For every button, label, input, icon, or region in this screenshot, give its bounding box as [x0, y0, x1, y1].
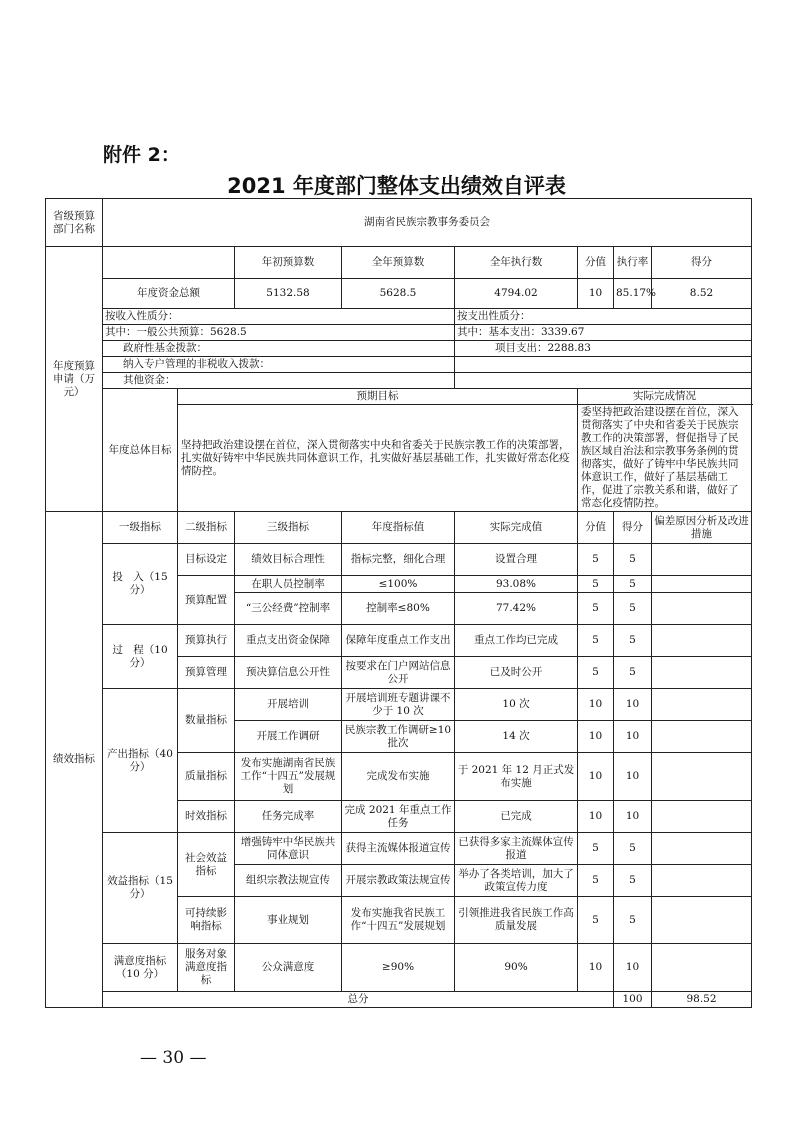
total-score-value: 100 — [614, 992, 652, 1008]
budget-non-tax: 纳入专户管理的非税收入拨款： — [103, 357, 455, 373]
perf-target: 获得主流媒体报道宣传 — [342, 833, 455, 865]
perf-score: 10 — [614, 801, 652, 833]
perf-l3: 事业规划 — [235, 897, 342, 944]
perf-group-benefit: 效益指标（15 分） — [103, 833, 178, 944]
perf-deviation — [652, 544, 752, 576]
budget-header-executed: 全年执行数 — [455, 247, 578, 279]
perf-actual: 重点工作均已完成 — [455, 625, 578, 657]
perf-l3: 开展工作调研 — [235, 721, 342, 753]
perf-row — [46, 544, 752, 576]
perf-l3: 预决算信息公开性 — [235, 657, 342, 689]
dept-value: 湖南省民族宗教事务委员会 — [103, 199, 752, 247]
perf-l3: 重点支出资金保障 — [235, 625, 342, 657]
perf-deviation — [652, 865, 752, 897]
performance-evaluation-table — [45, 198, 752, 1008]
perf-l2: 数量指标 — [178, 689, 235, 753]
total-row — [46, 992, 752, 1008]
budget-header-exec-rate: 执行率 — [614, 247, 652, 279]
perf-actual: 77.42% — [455, 593, 578, 625]
perf-score: 10 — [614, 721, 652, 753]
perf-target: 开展宗教政策法规宣传 — [342, 865, 455, 897]
budget-non-tax-row — [46, 357, 752, 373]
perf-deviation — [652, 625, 752, 657]
budget-total-executed: 4794.02 — [455, 279, 578, 309]
perf-score-value: 10 — [578, 801, 614, 833]
goals-expected-text: 坚持把政治建设摆在首位，深入贯彻落实中央和省委关于民族宗教工作的决策部署，扎实做好铸牢中华民族共同体意识工作，扎实做好基层基础工作，扎实做好常态化疫情防控。 — [178, 405, 578, 512]
goals-actual-header: 实际完成情况 — [578, 389, 752, 405]
perf-deviation — [652, 753, 752, 801]
perf-actual: 已完成 — [455, 801, 578, 833]
perf-l3: 任务完成率 — [235, 801, 342, 833]
budget-total-annual: 5628.5 — [342, 279, 455, 309]
perf-score-value: 5 — [578, 576, 614, 593]
perf-deviation — [652, 576, 752, 593]
perf-deviation — [652, 944, 752, 992]
perf-header-l1: 一级指标 — [103, 512, 178, 544]
perf-actual: 于 2021 年 12 月正式发布实施 — [455, 753, 578, 801]
perf-l2: 预算管理 — [178, 657, 235, 689]
goals-expected-header: 预期目标 — [178, 389, 578, 405]
perf-score: 10 — [614, 689, 652, 721]
perf-group-output: 产出指标（40 分） — [103, 689, 178, 833]
perf-l2: 预算执行 — [178, 625, 235, 657]
budget-nature-row — [46, 309, 752, 325]
goals-row-label: 年度总体目标 — [103, 389, 178, 512]
perf-l2: 时效指标 — [178, 801, 235, 833]
perf-group-process: 过 程（10 分） — [103, 625, 178, 689]
perf-l3: 增强铸牢中华民族共同体意识 — [235, 833, 342, 865]
perf-row — [46, 625, 752, 657]
perf-actual: 90% — [455, 944, 578, 992]
perf-score: 5 — [614, 544, 652, 576]
perf-row-label: 绩效指标 — [46, 512, 103, 1008]
perf-actual: 已及时公开 — [455, 657, 578, 689]
budget-basic-expense: 其中：基本支出：3339.67 — [455, 325, 752, 341]
page-number: — 30 — — [140, 1048, 207, 1068]
perf-row — [46, 944, 752, 992]
attachment-label: 附件 2： — [103, 144, 180, 166]
total-label: 总分 — [103, 992, 614, 1008]
perf-group-satisfaction: 满意度指标（10 分） — [103, 944, 178, 992]
perf-l2: 目标设定 — [178, 544, 235, 576]
perf-score: 5 — [614, 625, 652, 657]
dept-row — [46, 199, 752, 247]
budget-header-score: 得分 — [652, 247, 752, 279]
perf-actual: 10 次 — [455, 689, 578, 721]
perf-score-value: 5 — [578, 865, 614, 897]
perf-header-actual: 实际完成值 — [455, 512, 578, 544]
perf-score-value: 5 — [578, 544, 614, 576]
total-score: 98.52 — [652, 992, 752, 1008]
goals-header-row — [46, 389, 752, 405]
perf-score-value: 5 — [578, 833, 614, 865]
perf-header-score-value: 分值 — [578, 512, 614, 544]
perf-actual: 举办了各类培训，加大了政策宣传力度 — [455, 865, 578, 897]
perf-score: 10 — [614, 944, 652, 992]
budget-total-score-value: 10 — [578, 279, 614, 309]
perf-header-score: 得分 — [614, 512, 652, 544]
perf-target: 指标完整，细化合理 — [342, 544, 455, 576]
perf-actual: 设置合理 — [455, 544, 578, 576]
budget-project-expense: 项目支出：2288.83 — [455, 341, 752, 357]
perf-target: 民族宗教工作调研≥10 批次 — [342, 721, 455, 753]
perf-group-input: 投 入（15 分） — [103, 544, 178, 625]
perf-score: 5 — [614, 833, 652, 865]
perf-score: 10 — [614, 753, 652, 801]
perf-row — [46, 689, 752, 721]
budget-header-initial: 年初预算数 — [235, 247, 342, 279]
perf-deviation — [652, 833, 752, 865]
perf-l3: 组织宗教法规宣传 — [235, 865, 342, 897]
perf-score-value: 10 — [578, 721, 614, 753]
perf-actual: 93.08% — [455, 576, 578, 593]
perf-l2: 可持续影响指标 — [178, 897, 235, 944]
perf-l3: 绩效目标合理性 — [235, 544, 342, 576]
dept-label: 省级预算部门名称 — [46, 199, 103, 247]
perf-deviation — [652, 593, 752, 625]
budget-header-blank — [103, 247, 235, 279]
budget-gov-fund: 政府性基金拨款： — [103, 341, 455, 357]
perf-score: 5 — [614, 657, 652, 689]
budget-total-label: 年度资金总额 — [103, 279, 235, 309]
perf-header-target: 年度指标值 — [342, 512, 455, 544]
budget-header-row — [46, 247, 752, 279]
budget-gov-fund-row — [46, 341, 752, 357]
perf-target: 保障年度重点工作支出 — [342, 625, 455, 657]
perf-score: 5 — [614, 576, 652, 593]
perf-target: 发布实施我省民族工作“十四五”发展规划 — [342, 897, 455, 944]
perf-score: 5 — [614, 593, 652, 625]
budget-blank-1 — [455, 357, 752, 373]
budget-by-income: 按收入性质分： — [103, 309, 455, 325]
perf-score-value: 5 — [578, 625, 614, 657]
goals-actual-text: 委坚持把政治建设摆在首位，深入贯彻落实了中央和省委关于民族宗教工作的决策部署，督促指导了民族区域自治法和宗教事务条例的贯彻落实，做好了铸牢中华民族共同体意识工作，做好了基层基础工作，促进了宗教关系和谐，做好了常态化疫情防控。 — [578, 405, 752, 512]
perf-score-value: 5 — [578, 593, 614, 625]
budget-blank-2 — [455, 373, 752, 389]
budget-header-score-value: 分值 — [578, 247, 614, 279]
perf-score-value: 5 — [578, 897, 614, 944]
budget-other-funds: 其他资金： — [103, 373, 455, 389]
budget-row-label: 年度预算申请（万元） — [46, 247, 103, 512]
budget-other-row — [46, 373, 752, 389]
perf-deviation — [652, 801, 752, 833]
perf-actual: 引领推进我省民族工作高质量发展 — [455, 897, 578, 944]
perf-target: 开展培训班专题讲课不少于 10 次 — [342, 689, 455, 721]
perf-l3: 发布实施湖南省民族工作“十四五”发展规划 — [235, 753, 342, 801]
budget-by-expense: 按支出性质分： — [455, 309, 752, 325]
budget-total-exec-rate: 85.17% — [614, 279, 652, 309]
perf-score-value: 10 — [578, 944, 614, 992]
perf-actual: 14 次 — [455, 721, 578, 753]
perf-score-value: 10 — [578, 689, 614, 721]
budget-header-annual: 全年预算数 — [342, 247, 455, 279]
perf-deviation — [652, 689, 752, 721]
budget-total-score: 8.52 — [652, 279, 752, 309]
perf-l2: 社会效益指标 — [178, 833, 235, 897]
perf-target: ≥90% — [342, 944, 455, 992]
perf-score: 5 — [614, 897, 652, 944]
perf-score-value: 10 — [578, 753, 614, 801]
perf-header-l2: 二级指标 — [178, 512, 235, 544]
perf-target: 控制率≤80% — [342, 593, 455, 625]
perf-l3: 开展培训 — [235, 689, 342, 721]
perf-score-value: 5 — [578, 657, 614, 689]
perf-target: 完成 2021 年重点工作任务 — [342, 801, 455, 833]
perf-header-row — [46, 512, 752, 544]
perf-l2: 服务对象满意度指标 — [178, 944, 235, 992]
budget-general-public: 其中：一般公共预算：5628.5 — [103, 325, 455, 341]
budget-total-row — [46, 279, 752, 309]
perf-deviation — [652, 897, 752, 944]
perf-l3: 公众满意度 — [235, 944, 342, 992]
perf-score: 5 — [614, 865, 652, 897]
perf-header-l3: 三级指标 — [235, 512, 342, 544]
perf-l3: “三公经费”控制率 — [235, 593, 342, 625]
perf-deviation — [652, 721, 752, 753]
perf-actual: 已获得多家主流媒体宣传报道 — [455, 833, 578, 865]
budget-general-row — [46, 325, 752, 341]
perf-deviation — [652, 657, 752, 689]
perf-target: ≤100% — [342, 576, 455, 593]
perf-target: 按要求在门户网站信息公开 — [342, 657, 455, 689]
page-title: 2021 年度部门整体支出绩效自评表 — [227, 174, 566, 198]
perf-row — [46, 833, 752, 865]
perf-target: 完成发布实施 — [342, 753, 455, 801]
budget-total-initial: 5132.58 — [235, 279, 342, 309]
perf-l3: 在职人员控制率 — [235, 576, 342, 593]
perf-header-deviation: 偏差原因分析及改进措施 — [652, 512, 752, 544]
perf-l2: 质量指标 — [178, 753, 235, 801]
perf-l2: 预算配置 — [178, 576, 235, 625]
